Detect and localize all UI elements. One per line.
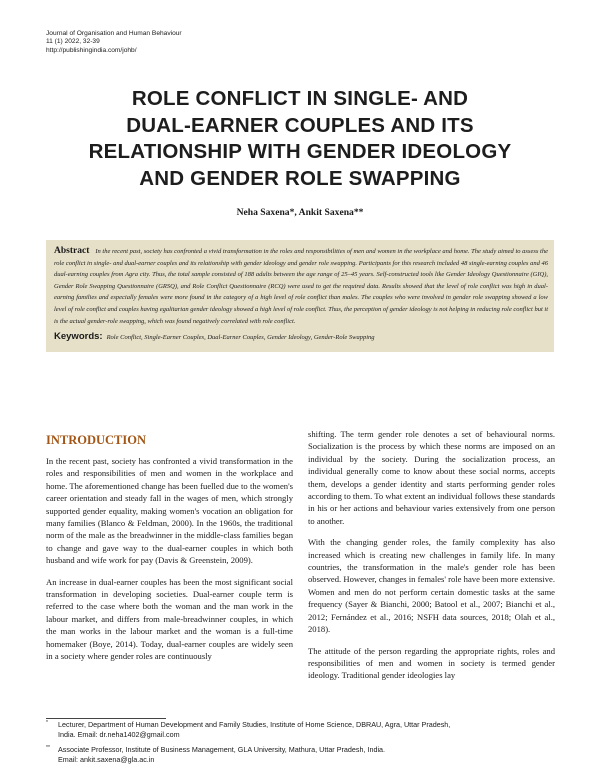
article-title	[40, 86, 560, 192]
footnote-line: Lecturer, Department of Human Development and Family Studies, Institute of Home Science, DBRAU, Agra, Uttar Pradesh,	[58, 720, 451, 729]
body-paragraph: In the recent past, society has confronted a vivid transformation in the roles and responsibilities of men and women in the workplace and home. The aforementioned change has been fuelled due to the women's career orientation and steady fall in the wages of men, which strongly supported gender equality, making women's vocation an obligation for many families (Blanco & Feldman, 2000). In the 1960s, the traditional norm of the male as the breadwinner in the middle-class families began to change and gave way to the dual-earner couples in which both husband and wife work for pay (Davis & Greenstein, 2009).	[46, 456, 293, 566]
body-paragraph: With the changing gender roles, the family complexity has also increased which is creating new challenges in family life. In many countries, the transformation in the male's gender role has been observed. However, changes in females' role have been more extensive. Women and men do not perform certain domestic tasks at the same frequency (Sayer & Bianchi, 2000; Batool et al., 2007; Bianchi et al., 2012; Fernández et al., 2016; NSFH data sources, 2018; Olah et al., 2018).	[308, 537, 555, 635]
author-line: Neha Saxena*, Ankit Saxena**	[236, 207, 364, 218]
abstract-body: In the recent past, society has confronted a vivid transformation in the roles and responsibilities of men and women in the workplace and home. The study aimed to assess the role conflict in single- and dual-earner couples and its relationship with gender ideology and gender role swapping. Participants for this research included 48 single-earning couples and 46 dual-earning couples from Agra city. Thus, the total sample consisted of 188 adults between the age range of 25–45 years. Self-constructed tools like Gender Ideology Questionnaire (GIQ), Gender Role Swapping Questionnaire (GRSQ), and Role Conflict Questionnaire (RCQ) were used to get the required data. Results showed that the level of role conflict was high in dual-earning families and especially females were more found in the category of a high level of role conflict than males. The couples who were involved in gender role swapping showed a low level of role conflict and couples having egalitarian gender ideology showed a high level of role conflict. Thus, the perception of gender ideology is not helping in reducing role conflict but it is the actual gender-role swapping, which was found negatively correlated with role conflict.	[54, 248, 548, 325]
body-paragraph: The attitude of the person regarding the appropriate rights, roles and responsibilities of men and women in society is termed gender ideology. Traditional gender ideologies lay	[308, 645, 555, 681]
footnote-line: India. Email: dr.neha1402@gmail.com	[58, 730, 180, 739]
title-line: DUAL-EARNER COUPLES AND ITS	[126, 113, 474, 137]
section-heading: INTRODUCTION	[46, 433, 147, 447]
footnote	[46, 745, 562, 765]
footnote-divider	[46, 718, 166, 719]
journal-issue: 11 (1) 2022, 32-39	[46, 38, 100, 46]
footnote-line: Email: ankit.saxena@gla.ac.in	[58, 755, 155, 764]
footnote-mark: *	[46, 720, 48, 726]
left-column	[46, 455, 293, 672]
title-line: RELATIONSHIP WITH GENDER IDEOLOGY	[88, 140, 512, 163]
footnote-line: Associate Professor, Institute of Business Management, GLA University, Mathura, Uttar Pradesh, India.	[58, 745, 386, 754]
footnote	[46, 720, 562, 740]
abstract-label: Abstract	[54, 246, 90, 256]
abstract-box	[46, 240, 554, 352]
abstract-paragraph	[54, 246, 548, 327]
keywords-label: Keywords:	[54, 331, 103, 342]
right-column	[308, 428, 555, 691]
title-line: AND GENDER ROLE SWAPPING	[139, 166, 461, 190]
journal-header	[46, 30, 182, 55]
keywords-line	[54, 331, 548, 342]
journal-url[interactable]: http://publishingindia.com/johb/	[46, 46, 137, 54]
body-paragraph: An increase in dual-earner couples has been the most significant social transformation in developing societies. Dual-earner couple term is referred to the case where both the woman and the man work in the labour market, and differs from male-breadwinner couples, in which the man works in the labour market and the woman is a full-time homemaker (Boye, 2014). Today, dual-earner couples are widely seen in a society where gender roles are continuously	[46, 576, 293, 662]
body-paragraph: shifting. The term gender role denotes a set of behavioural norms. Socialization is the process by which these norms are imposed on an individual by the society. During the socialization process, an individual generally come to know about these social norms, accepts them, develops a gender identity and starts performing gender roles according to them. To what extent an individual follows these standards in his or her actions and behaviour varies extensively from one person to another.	[308, 429, 555, 526]
journal-name: Journal of Organisation and Human Behaviour	[46, 30, 182, 37]
footnote-mark: **	[46, 745, 50, 751]
title-line: ROLE CONFLICT IN SINGLE- AND	[131, 87, 469, 110]
keywords-list: Role Conflict, Single-Earner Couples, Dual-Earner Couples, Gender Ideology, Gender-Role Swapping	[106, 334, 375, 341]
